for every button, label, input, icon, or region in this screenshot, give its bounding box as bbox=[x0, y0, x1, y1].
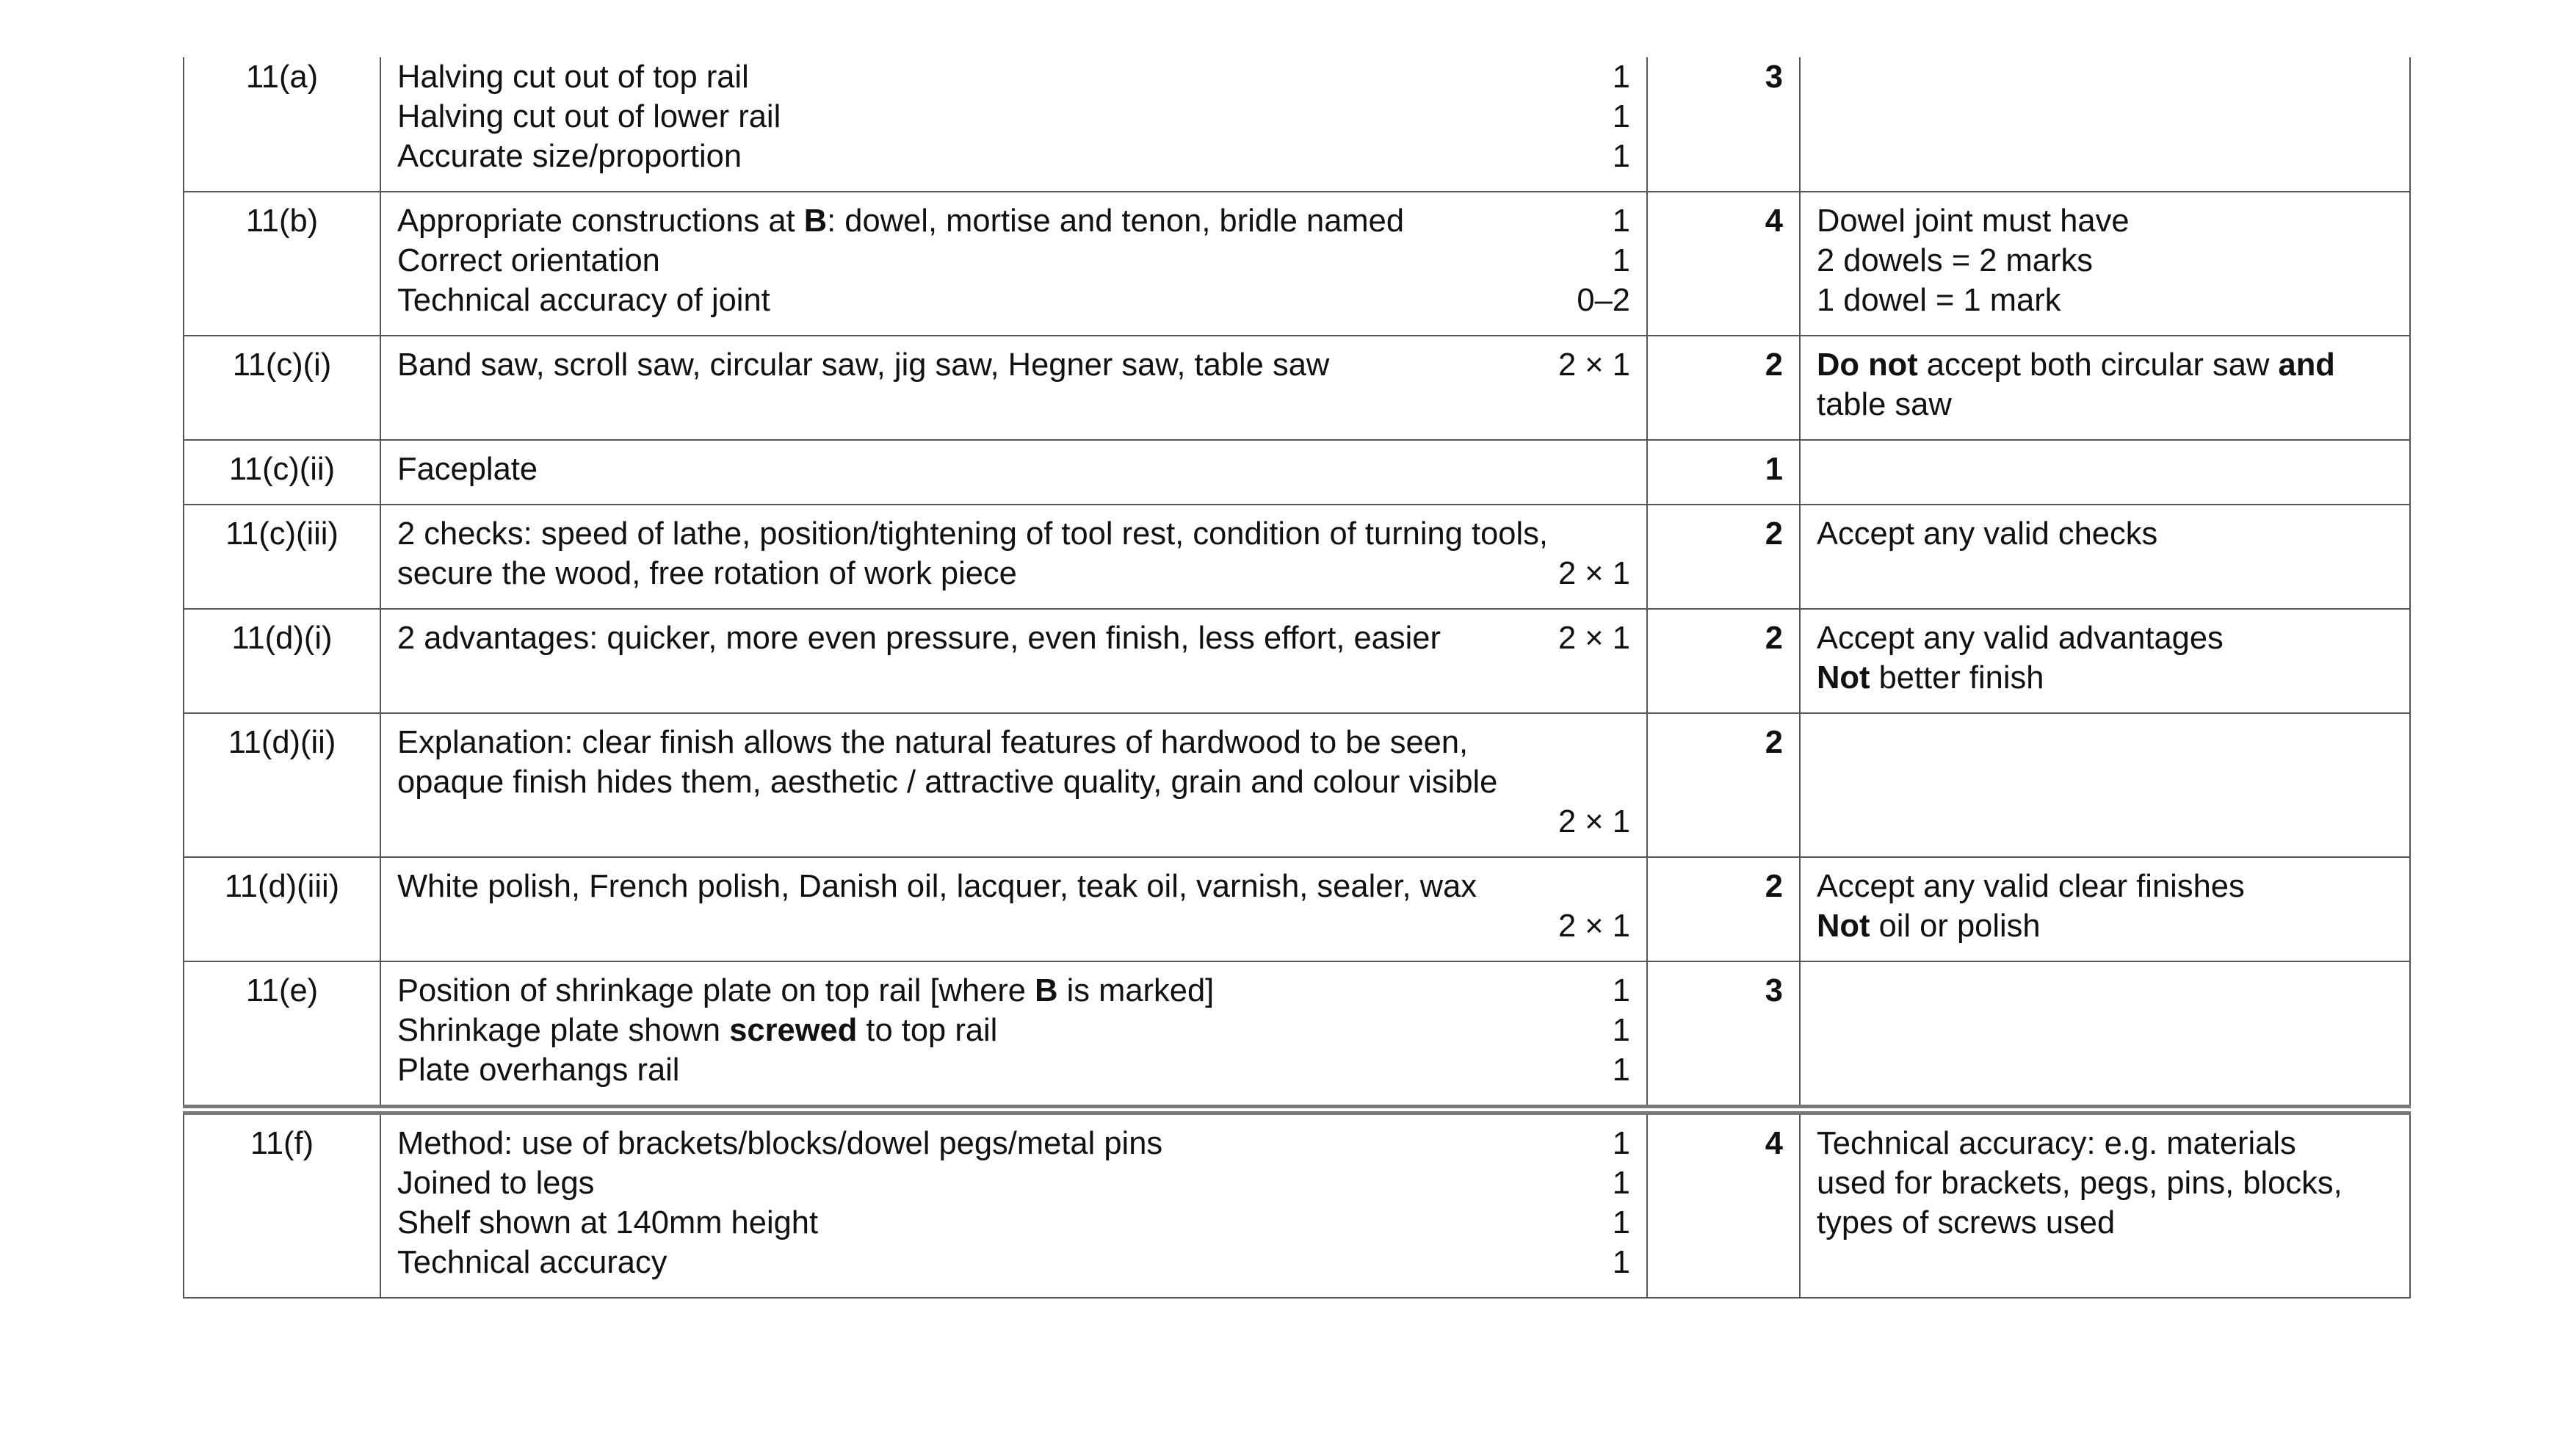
answer-text-segment: Technical accuracy bbox=[397, 1245, 667, 1280]
guidance-text-segment: better finish bbox=[1870, 660, 2044, 696]
answer-text-segment: Appropriate constructions at bbox=[397, 203, 804, 239]
table-row bbox=[184, 609, 2410, 713]
answer-line bbox=[397, 97, 1630, 137]
guidance-line bbox=[1817, 1203, 2393, 1243]
guidance-line bbox=[1817, 618, 2393, 658]
answer-cell bbox=[380, 1110, 1647, 1298]
answer-cell bbox=[380, 505, 1647, 609]
line-mark: 1 bbox=[1612, 1166, 1630, 1201]
guidance-line bbox=[1817, 385, 2393, 425]
guidance-text-segment: Accept any valid clear finishes bbox=[1817, 869, 2245, 904]
question-number: 11(d)(i) bbox=[184, 609, 380, 713]
answer-text bbox=[397, 618, 1441, 658]
answer-text-segment: Shelf shown at 140mm height bbox=[397, 1205, 819, 1240]
answer-line bbox=[397, 1011, 1630, 1050]
guidance-line bbox=[1817, 906, 2393, 946]
guidance-line bbox=[1817, 1163, 2393, 1203]
total-marks: 2 bbox=[1647, 505, 1800, 609]
answer-line bbox=[397, 241, 1630, 281]
answer-text-segment: Shrinkage plate shown bbox=[397, 1013, 730, 1048]
table-row bbox=[184, 857, 2410, 961]
answer-line bbox=[397, 514, 1630, 554]
answer-line bbox=[397, 1124, 1630, 1163]
answer-text-segment: Joined to legs bbox=[397, 1166, 595, 1201]
line-mark: 1 bbox=[1612, 203, 1630, 239]
line-mark: 1 bbox=[1612, 1052, 1630, 1088]
answer-text bbox=[397, 449, 538, 489]
total-marks: 3 bbox=[1647, 961, 1800, 1110]
answer-line bbox=[397, 57, 1630, 97]
guidance-text-segment: Not bbox=[1817, 909, 1870, 944]
answer-text bbox=[397, 1124, 1162, 1163]
answer-text bbox=[397, 57, 749, 97]
guidance-text-segment: 2 dowels = 2 marks bbox=[1817, 243, 2093, 278]
guidance-cell bbox=[1800, 609, 2410, 713]
answer-cell bbox=[380, 336, 1647, 440]
guidance-cell bbox=[1800, 857, 2410, 961]
guidance-cell bbox=[1800, 961, 2410, 1110]
line-mark bbox=[1616, 449, 1630, 489]
answer-line bbox=[397, 618, 1630, 658]
answer-line bbox=[397, 971, 1630, 1011]
answer-text-segment: secure the wood, free rotation of work piece bbox=[397, 556, 1017, 591]
answer-cell bbox=[380, 440, 1647, 505]
table-row bbox=[184, 505, 2410, 609]
mark-scheme-table bbox=[183, 57, 2411, 1299]
line-mark: 0–2 bbox=[1577, 283, 1630, 318]
question-number: 11(a) bbox=[184, 57, 380, 192]
line-mark: 2 × 1 bbox=[1558, 347, 1630, 383]
answer-text bbox=[397, 514, 1548, 554]
question-number: 11(b) bbox=[184, 192, 380, 336]
answer-text-segment: Faceplate bbox=[397, 452, 538, 487]
answer-text bbox=[397, 241, 660, 281]
answer-cell bbox=[380, 57, 1647, 192]
table-row bbox=[184, 1110, 2410, 1298]
answer-text-segment: to top rail bbox=[857, 1013, 998, 1048]
answer-text-segment: Halving cut out of lower rail bbox=[397, 99, 781, 134]
line-mark: 1 bbox=[1612, 59, 1630, 95]
question-number: 11(e) bbox=[184, 961, 380, 1110]
guidance-text-segment: table saw bbox=[1817, 387, 1952, 422]
answer-text bbox=[397, 281, 770, 320]
guidance-text-segment: accept both circular saw bbox=[1917, 347, 2279, 383]
answer-text bbox=[397, 971, 1214, 1011]
guidance-line bbox=[1817, 867, 2393, 906]
total-marks: 4 bbox=[1647, 1110, 1800, 1298]
answer-text-segment: Halving cut out of top rail bbox=[397, 59, 749, 95]
answer-text-segment: Accurate size/proportion bbox=[397, 139, 742, 174]
guidance-line bbox=[1817, 1124, 2393, 1163]
answer-text bbox=[397, 1243, 667, 1282]
answer-line bbox=[397, 201, 1630, 241]
line-mark: 1 bbox=[1612, 973, 1630, 1008]
line-mark: 1 bbox=[1612, 1126, 1630, 1161]
answer-text-segment: : dowel, mortise and tenon, bridle named bbox=[827, 203, 1405, 239]
answer-cell bbox=[380, 609, 1647, 713]
answer-line bbox=[397, 762, 1630, 802]
total-marks: 1 bbox=[1647, 440, 1800, 505]
question-number: 11(c)(ii) bbox=[184, 440, 380, 505]
total-marks: 2 bbox=[1647, 857, 1800, 961]
guidance-cell bbox=[1800, 440, 2410, 505]
line-mark: 1 bbox=[1612, 1013, 1630, 1048]
answer-cell bbox=[380, 713, 1647, 857]
table-row bbox=[184, 336, 2410, 440]
guidance-cell bbox=[1800, 713, 2410, 857]
answer-line bbox=[397, 554, 1630, 593]
answer-line bbox=[397, 1163, 1630, 1203]
guidance-line bbox=[1817, 281, 2393, 320]
line-mark: 1 bbox=[1612, 243, 1630, 278]
guidance-text-segment: 1 dowel = 1 mark bbox=[1817, 283, 2061, 318]
answer-line bbox=[397, 345, 1630, 385]
question-number: 11(c)(iii) bbox=[184, 505, 380, 609]
answer-text-segment: screwed bbox=[729, 1013, 858, 1048]
answer-line bbox=[397, 1203, 1630, 1243]
answer-text bbox=[397, 345, 1329, 385]
line-mark: 2 × 1 bbox=[1558, 621, 1630, 656]
answer-line bbox=[397, 1050, 1630, 1090]
answer-text bbox=[397, 723, 1468, 762]
answer-text-segment: Technical accuracy of joint bbox=[397, 283, 770, 318]
guidance-text-segment: and bbox=[2278, 347, 2335, 383]
table-row bbox=[184, 961, 2410, 1110]
guidance-text-segment: Dowel joint must have bbox=[1817, 203, 2130, 239]
answer-text bbox=[397, 1203, 818, 1243]
answer-text bbox=[397, 554, 1017, 593]
guidance-text-segment: Technical accuracy: e.g. materials bbox=[1817, 1126, 2296, 1161]
line-mark bbox=[1616, 867, 1630, 906]
answer-text-segment: Explanation: clear finish allows the natural features of hardwood to be seen, bbox=[397, 725, 1469, 760]
table-row bbox=[184, 192, 2410, 336]
answer-cell bbox=[380, 961, 1647, 1110]
answer-line bbox=[397, 723, 1630, 762]
line-mark bbox=[1616, 723, 1630, 762]
answer-text-segment: 2 checks: speed of lathe, position/tightening of tool rest, condition of turning tools, bbox=[397, 516, 1548, 552]
guidance-line bbox=[1817, 201, 2393, 241]
answer-text-segment: Correct orientation bbox=[397, 243, 660, 278]
guidance-text-segment: Accept any valid checks bbox=[1817, 516, 2158, 552]
answer-text-segment: B bbox=[803, 203, 828, 239]
guidance-text-segment: Not bbox=[1817, 660, 1870, 696]
answer-text-segment: White polish, French polish, Danish oil, lacquer, teak oil, varnish, sealer, wax bbox=[397, 869, 1477, 904]
answer-text bbox=[397, 867, 1477, 906]
question-number: 11(d)(iii) bbox=[184, 857, 380, 961]
answer-line bbox=[397, 906, 1630, 946]
guidance-cell bbox=[1800, 505, 2410, 609]
answer-text bbox=[397, 201, 1404, 241]
answer-text-segment: Plate overhangs rail bbox=[397, 1052, 680, 1088]
answer-line bbox=[397, 449, 1630, 489]
guidance-line bbox=[1817, 345, 2393, 385]
guidance-text-segment: types of screws used bbox=[1817, 1205, 2116, 1240]
answer-text bbox=[397, 1050, 679, 1090]
guidance-cell bbox=[1800, 192, 2410, 336]
answer-text-segment: Band saw, scroll saw, circular saw, jig saw, Hegner saw, table saw bbox=[397, 347, 1330, 383]
line-mark: 1 bbox=[1612, 139, 1630, 174]
line-mark: 1 bbox=[1612, 99, 1630, 134]
table-row bbox=[184, 440, 2410, 505]
total-marks: 4 bbox=[1647, 192, 1800, 336]
total-marks: 2 bbox=[1647, 336, 1800, 440]
answer-line bbox=[397, 867, 1630, 906]
line-mark: 1 bbox=[1612, 1245, 1630, 1280]
line-mark: 1 bbox=[1612, 1205, 1630, 1240]
answer-text bbox=[397, 1011, 997, 1050]
line-mark: 2 × 1 bbox=[1558, 804, 1630, 839]
guidance-cell bbox=[1800, 57, 2410, 192]
question-number: 11(d)(ii) bbox=[184, 713, 380, 857]
line-mark: 2 × 1 bbox=[1558, 909, 1630, 944]
answer-text bbox=[397, 762, 1497, 802]
guidance-line bbox=[1817, 658, 2393, 698]
answer-line bbox=[397, 802, 1630, 842]
line-mark bbox=[1616, 762, 1630, 802]
total-marks: 2 bbox=[1647, 713, 1800, 857]
table-row bbox=[184, 57, 2410, 192]
answer-text-segment: Method: use of brackets/blocks/dowel pegs/metal pins bbox=[397, 1126, 1163, 1161]
answer-line bbox=[397, 137, 1630, 176]
answer-text-segment: 2 advantages: quicker, more even pressure, even finish, less effort, easier bbox=[397, 621, 1441, 656]
answer-text-segment: is marked] bbox=[1057, 973, 1215, 1008]
mark-scheme-rows bbox=[184, 57, 2410, 1298]
total-marks: 3 bbox=[1647, 57, 1800, 192]
line-mark bbox=[1616, 514, 1630, 554]
answer-cell bbox=[380, 857, 1647, 961]
guidance-cell bbox=[1800, 336, 2410, 440]
answer-text-segment: opaque finish hides them, aesthetic / attractive quality, grain and colour visible bbox=[397, 765, 1498, 800]
table-row bbox=[184, 713, 2410, 857]
total-marks: 2 bbox=[1647, 609, 1800, 713]
guidance-cell bbox=[1800, 1110, 2410, 1298]
guidance-text-segment: Accept any valid advantages bbox=[1817, 621, 2224, 656]
guidance-line bbox=[1817, 241, 2393, 281]
guidance-text-segment: Do not bbox=[1817, 347, 1918, 383]
answer-text bbox=[397, 97, 781, 137]
question-number: 11(c)(i) bbox=[184, 336, 380, 440]
guidance-text-segment: used for brackets, pegs, pins, blocks, bbox=[1817, 1166, 2342, 1201]
answer-line bbox=[397, 1243, 1630, 1282]
answer-cell bbox=[380, 192, 1647, 336]
question-number: 11(f) bbox=[184, 1110, 380, 1298]
answer-text-segment: B bbox=[1035, 973, 1058, 1008]
line-mark: 2 × 1 bbox=[1558, 556, 1630, 591]
answer-text bbox=[397, 1163, 594, 1203]
guidance-line bbox=[1817, 514, 2393, 554]
answer-line bbox=[397, 281, 1630, 320]
answer-text-segment: Position of shrinkage plate on top rail [where bbox=[397, 973, 1035, 1008]
answer-text bbox=[397, 137, 742, 176]
guidance-text-segment: oil or polish bbox=[1870, 909, 2041, 944]
